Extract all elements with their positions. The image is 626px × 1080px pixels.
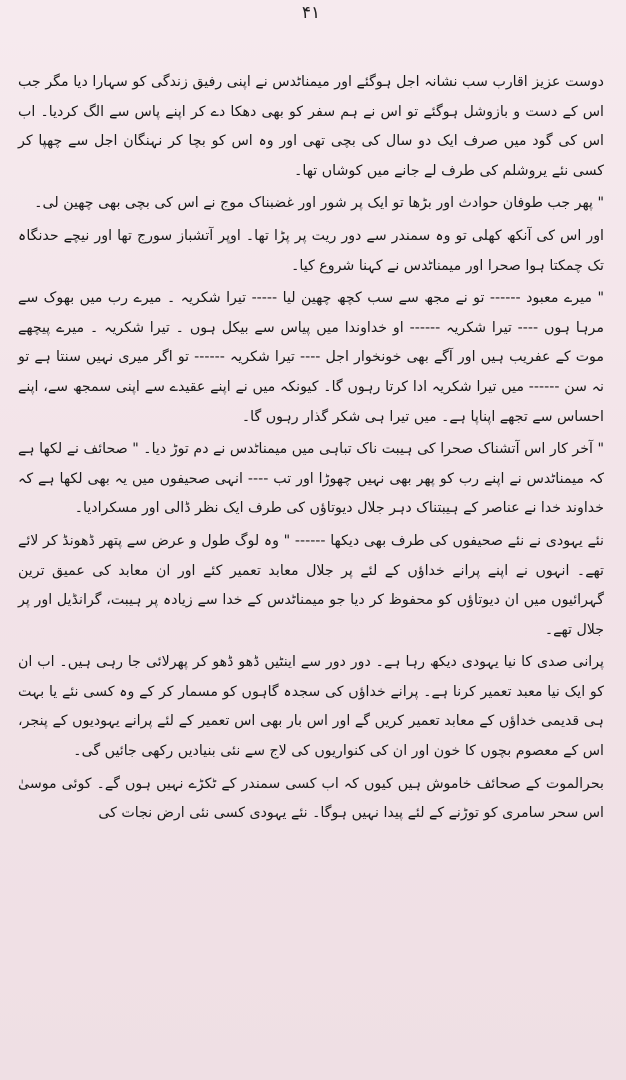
- paragraph: نئے یہودی نے نئے صحیفوں کی طرف بھی دیکھا ------ " وہ لوگ طول و عرض سے پتھر ڈھونڈ کر لائے تھے۔ انہوں نے اپنے پرانے خداؤں کے لئے پر جلال معابد تعمیر کئے اور ان معابد کی عمیق ترین گہرائیوں میں ان دیوتاؤں کو محفوظ کر دیا جو میمناٹدس کے خدا سے زیادہ پر ہیبت، گرانڈیل اور پر جلال تھے۔: [18, 532, 604, 638]
- page-body: [18, 68, 604, 829]
- page-number: ۴۱: [301, 3, 321, 23]
- paragraph: " آخر کار اس آتشناک صحرا کی ہیبت ناک تباہی میں میمناٹدس نے دم توڑ دیا۔ " صحائف نے لکھا ہے کہ میمناٹدس نے اپنے رب کو پھر بھی نہیں چھوڑا اور تب ---- انہی صحیفوں میں یہ بھی لکھا ہے کہ خداوند خدا نے عناصر کے ہیبتناک دہر جلال دیوتاؤں کی طرف ایک نظر ڈالی اور مسکرادیا۔: [18, 441, 604, 517]
- paragraph: اور اس کی آنکھ کھلی تو وہ سمندر سے دور ریت پر پڑا تھا۔ اوپر آتشباز سورج تھا اور نیچے حدنگاہ تک چمکتا ہوا صحرا اور میمناٹدس نے کہنا شروع کیا۔: [18, 227, 604, 274]
- paragraph: " پھر جب طوفان حوادث اور بڑھا تو ایک پر شور اور غضبناک موج نے اس کی بچی بھی چھین لی۔: [34, 195, 604, 212]
- paragraph: دوست عزیز اقارب سب نشانہ اجل ہوگئے اور میمناٹدس نے اپنی رفیق زندگی کو سہارا دیا مگر جب اس کے دست و بازوشل ہوگئے تو اس نے ہم سفر کو بھی دھکا دے کر اپنے پاس سے الگ کردیا۔ اب اس کی گود میں صرف ایک دو سال کی بچی تھی اور وہ اس کو بچا کر نہنگان اجل سے چھپا کر کسی نئے یروشلم کی طرف لے جانے میں کوشاں تھا۔: [18, 74, 604, 179]
- paragraph: " میرے معبود ------ تو نے مجھ سے سب کچھ چھین لیا ----- تیرا شکریہ ۔ میرے رب میں بھوک سے مرہا ہوں ---- تیرا شکریہ ------ او خداوندا میں پیاس سے بیکل ہوں ۔ تیرا شکریہ ۔ میرے پیچھے موت کے عفریب ہیں اور آگے بھی خونخوار اجل ---- تیرا شکریہ ------ تو اگر میری نہیں سنتا ہے تو نہ سن ------ میں تیرا شکریہ ادا کرتا رہوں گا۔ کیونکہ میں نے اپنے عقیدے سے اپنی سمجھ سے، اپنے احساس سے تجھے اپناپا ہے۔ میں تیرا ہی شکر گذار رہوں گا۔: [18, 290, 604, 425]
- paragraph: بحرالموت کے صحائف خاموش ہیں کیوں کہ اب کسی سمندر کے ٹکڑے نہیں ہوں گے۔ کوئی موسیٰ اس سحر سامری کو توڑنے کے لئے پیدا نہیں ہوگا۔ نئے یہودی کسی نئی ارض نجات کی: [18, 775, 604, 822]
- paragraph: پرانی صدی کا نیا یہودی دیکھ رہا ہے۔ دور دور سے اینٹیں ڈھو ڈھو کر پھرلائی جا رہی ہیں۔ اب ان کو ایک نیا معبد تعمیر کرنا ہے۔ پرانے خداؤں کی سجدہ گاہوں کو مسمار کر کے وہ کسی نئے یا بہت ہی قدیمی خداؤں کے معابد تعمیر کریں گے اور اس بار بھی اس تعمیر کے لئے پرانے یہودیوں کے پنجر، اس کے معصوم بچوں کا خون اور ان کی کنواریوں کی لاج سے نئی بنیادیں رکھی جائیں گی۔: [18, 654, 604, 760]
